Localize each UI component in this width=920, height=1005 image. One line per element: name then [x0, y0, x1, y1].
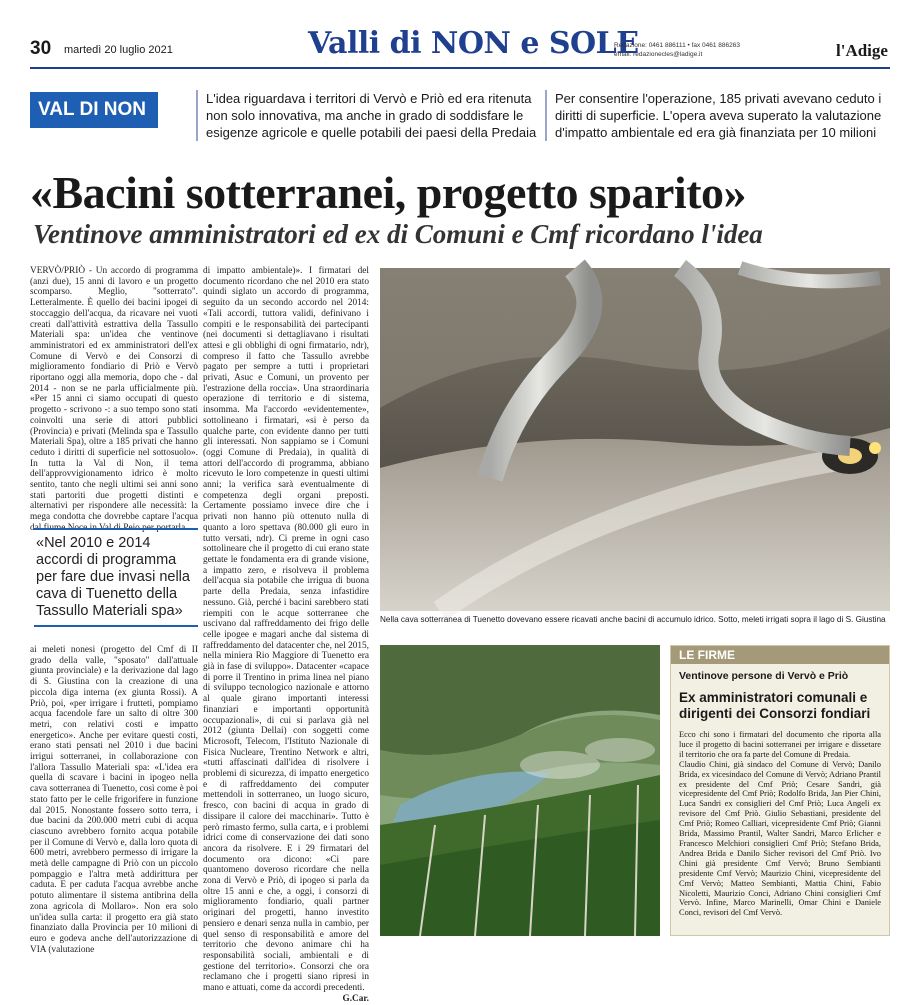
deck-left: L'idea riguardava i territori di Vervò e Priò ed era ritenuta non solo innovativa, ma anche in grado di soddisfare le esigenze agricole e quelle potabili dei paesi della Predaia — [196, 90, 541, 141]
location-tag: VAL DI NON — [30, 92, 158, 128]
body-column-1-top: VERVÒ/PRIÒ - Un accordo di programma (anzi due), 15 anni di lavoro e un progetto scomparso. Meglio, "sotterrato". Letteralmente. È quello dei bacini ipogei di stoccaggio dell'acqua, da ricavare nei vuoti creati dall'attività estrattiva della Tassullo Materiali spa: un'idea che ventinove amministratori ed ex amministratori dell'ex Comune di Vervò e dei Consorzi di miglioramento fondiario di Priò e Vervò riportano oggi alla memoria, dopo che - dal 2014 - non se ne parla ufficialmente più. «Per 15 anni ci siamo occupati di questo progetto - scrivono -: a suo tempo sono stati coinvolti una serie di attori pubblici (Provincia) e privati (Melinda spa e Tassullo Materiali Spa), oltre a 185 privati che hanno ceduto i diritti di superficie nel sottosuolo». In tutta la Val di Non, il tema dell'approvvigionamento idrico è molto sentito, tanto che negli ultimi sei anni sono stati partoriti due progetti distinti e alternativi per rispondere alle necessità: la mega condotta che dovrebbe captare l'acqua dal fiume Noce in Val di Peio per portarla — [30, 266, 198, 533]
box-intro: Ecco chi sono i firmatari del documento che riporta alla luce il progetto di bacini sotterranei per irrigare e dissetare il territorio che ora fa parte del Comune di Predaia. — [679, 730, 881, 759]
pull-quote: «Nel 2010 e 2014 accordi di programma per fare due invasi nella cava di Tuenetto della Tassullo Materiali spa» — [34, 528, 198, 627]
orchard-lake-photo — [380, 645, 660, 936]
deck-right: Per consentire l'operazione, 185 privati avevano ceduto i diritti di superficie. L'opera aveva superato la valutazione d'impatto ambientale ed era già finanziata per 10 milioni — [545, 90, 890, 141]
box-bar: LE FIRME — [671, 646, 889, 664]
photo-caption: Nella cava sotterranea di Tuenetto dovevano essere ricavati anche bacini di accumulo idrico. Sotto, meleti irrigati sopra il lago di S. Giustina — [380, 615, 886, 624]
issue-date: martedì 20 luglio 2021 — [64, 44, 173, 56]
section-title: Valli di NON e SOLE — [308, 26, 639, 61]
author-signature: G.Car. — [342, 993, 369, 1004]
page-number: 30 — [30, 38, 52, 59]
body-column-2 — [203, 266, 369, 1005]
contact-info — [614, 41, 740, 59]
signatories-box — [670, 645, 890, 936]
box-names: Claudio Chini, già sindaco del Comune di Vervò; Danilo Brida, ex vicesindaco del Comune di Vervò; Adriano Prantil ex presidente del Cmf Priò; Cesare Sandri, già vicepresidente del Cmf Priò; Rodolfo Brida, Jan Pier Chini, Luca Sandri ex consiglieri del Cmf Priò; Luca Angeli ex revisore del Cmf Priò. Giulio Sebastiani, presidente del Cmf Priò; Romeo Calliari, vicepresidente Cmf Priò; Gianni Brida, Massimo Prantil, Walter Sandri, Marco Erlicher e Francesco Melchiori consiglieri Cmf Priò; Stefano Brida, Andrea Brida e Danilo Sicher revisori del Cmf Priò. Ivo Chini già presidente Cmf Vervò; Bruno Sembianti presidente Cmf Vervò; Maurizio Chini, vicepresidente del Cmf Vervò; Matteo Sembianti, Mattia Chini, Fabio Nicoletti, Maurizio Conci, Adriano Chini consiglieri Cmf Vervò. Infine, Marco Marinelli, Omar Chini e Daniele Conci, revisori del Cmf Vervò. — [679, 759, 881, 918]
subheadline: Ventinove amministratori ed ex di Comuni e Cmf ricordano l'idea — [33, 219, 763, 249]
contact-phone: Redazione: 0461 886111 • fax 0461 886263 — [614, 42, 741, 49]
box-kicker: Ventinove persone di Vervò e Priò — [679, 670, 849, 682]
tunnel-photo — [380, 268, 890, 611]
header-rule — [30, 67, 890, 69]
headline: «Bacini sotterranei, progetto sparito» — [30, 167, 747, 218]
box-title: Ex amministratori comunali e dirigenti dei Consorzi fondiari — [679, 690, 871, 721]
contact-email: email: redazionecles@ladige.it — [614, 51, 703, 58]
body-column-2-text: di impatto ambientale)». I firmatari del documento ricordano che nel 2010 era stato quindi siglato un accordo di programma, seguito da un secondo accordo nel 2014: «Tali accordi, tuttora validi, definivano i compiti e le responsabilità dei partecipanti (nei documenti si dettagliavano i risultati attesi e gli obblighi di ogni firmatario, ndr), compreso il fatto che Tassullo avrebbe pagato per sempre a tutti i proprietari privati, Asuc e Comuni, un provento per l'estrazione della roccia». Una straordinaria operazione di territorio e di sistema, insomma. Ma l'accordo «evidentemente», sottolineano i firmatari, «si è perso da qualche parte, con evidente danno per tutti gli interessati. Non sappiamo se i Comuni (oggi Comune di Predaia), in qualità di attori dell'accordo di programma, abbiano ricevuto le loro competenze in questi ultimi anni; la verifica sarà eventualmente di competenza degli organi preposti. Certamente possiamo invece dire che i privati non hanno più ottenuto nulla di quanto a loro spettava (80.000 gli euro in tutto versati, ndr). Ci preme in ogni caso sottolineare che il progetto di cui erano state gettate le fondamenta era di grande visione, a impatto zero, e risolveva il problema dell'acqua sia potabile che irrigua di buona parte della Predaia, senza infastidire nessuno. Già, perché i bacini sarebbero stati riempiti con le acque sotterranee che uscivano dal raffreddamento dei frigo delle celle ipogee e magari anche dal sistema di raffreddamento del datacenter che, nel 2015, nella miniera Rio Maggiore di Tuenetto era già in fase di sviluppo». Datacenter «capace di porre il Trentino in prima linea nel piano di sviluppo tecnologico nazionale e attorno al quale girano importanti interessi finanziari e importanti opportunità occupazionali», di cui si parlava già nel 2012 (giunta Dellai) con soggetti come Microsoft, Telecom, l'Istituto Nazionale di Fisica Nucleare, Trentino Network e altri, «tutti affascinati dall'idea di risolvere i problemi di sicurezza, di impatto energetico e di raffreddamento dei computer mettendoli in sotterraneo, un luogo sicuro, fresco, con bacini di acqua in grado di dissipare il calore dei macchinari». Tutto è però rimasto fermo, sulla carta, e i problemi idrici come di conservazione dei dati sono ancora da risolvere. E i 29 firmatari del documento ora dicono: «Ci pare quantomeno doveroso ricordare che nella zona di Vervò e Priò, di ipogeo si parla da oltre 15 anni e che, a oggi, i consorzi di miglioramento fondiario, quali partner originari del progetti, hanno investito pensiero e denari senza nulla in cambio, per quel senso di responsabilità e amore del territorio che devono animare chi ha responsabilità sociali, ambientali e di gestione del territorio». Consorzi che ora reclamano che i progetti siano ripresi in mano e attuati, come da accordi precedenti. — [203, 266, 369, 994]
box-body — [679, 730, 881, 918]
newspaper-brand: l'Adige — [836, 41, 888, 60]
body-column-1-bottom: ai meleti nonesi (progetto del Cmf di II grado della valle, "sposato" dall'attuale giunta provinciale) e la derivazione dal lago di S. Giustina con la creazione di una piccola diga interna (ex giunta Rossi). A Priò, poi, «per irrigare i frutteti, pompiamo acqua facendole fare un salto di oltre 300 metri, con relativi costi e impatto energetico». Anche per evitare questi costi, erano stati pensati nel 2010 i due bacini irrigui sotterranei, in collaborazione con l'allora Tassullo Materiali spa: «L'idea era quella di scavare i bacini in ipogeo nella cava sotterranea di Tuenetto, così come è poi stato fatto per le celle frigorifere in funzione dal 2015. Nonostante fossero sotto terra, i due bacini da 200.000 metri cubi di acqua ciascuno avrebbero fornito acqua potabile per il Comune di Vervò e, dalla loro quota di 600 metri, avrebbero permesso di irrigare la metà delle campagne di Priò con un piccolo pompaggio e l'altra metà addirittura per caduta. E per caduta l'acqua avrebbe anche potuto alimentare il sistema antibrina della zona agricola di Mollaro». Non era solo un'idea sulla carta: il progetto era già stato finanziato dalla Provincia per 10 milioni di euro e godeva anche dell'autorizzazione di VIA (valutazione — [30, 645, 198, 955]
